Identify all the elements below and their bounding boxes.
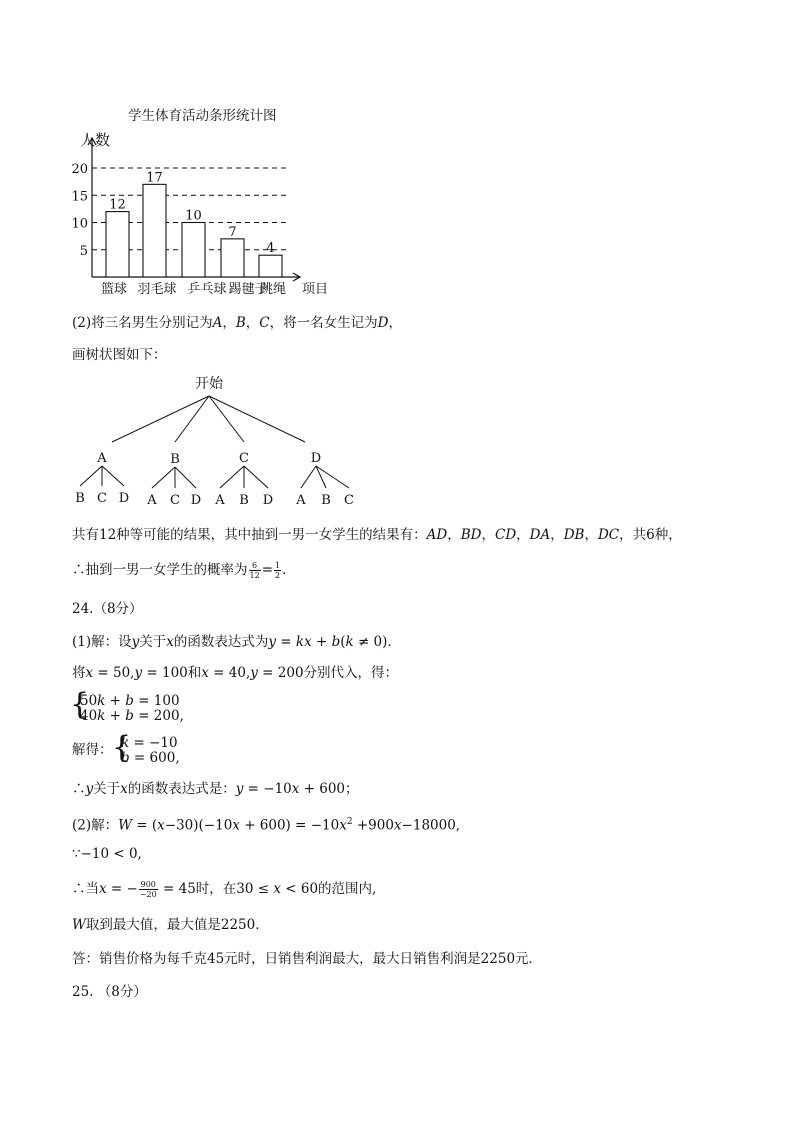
tree-leaf-line-2-2 <box>244 466 268 488</box>
bar-value-label-4: 4 <box>266 241 275 257</box>
category-label-1: 羽毛球 <box>137 282 177 297</box>
category-label-0: 篮球 <box>100 282 128 297</box>
frac-den: 12 <box>249 571 260 580</box>
tree-node-0: A <box>97 451 107 466</box>
bar-value-label-3: 7 <box>228 224 237 240</box>
bar-2 <box>182 223 205 278</box>
tree-leaf-line-1-0 <box>152 467 175 488</box>
y-tick-label-10: 10 <box>71 216 88 232</box>
tree-node-2: C <box>239 451 249 466</box>
q24-line4-prefix: (2)解：𝑊 = (𝑥−30)(−10𝑥 + 600) = −10𝑥 <box>72 817 347 834</box>
category-label-3: 踢毽子 <box>228 282 268 297</box>
bar-4 <box>259 255 282 277</box>
bar-value-label-1: 17 <box>146 170 163 186</box>
tree-leaf-2-0: A <box>215 493 225 508</box>
fraction-1-2 <box>274 561 281 580</box>
chart-title: 学生体育活动条形统计图 <box>128 108 277 124</box>
solution-comma: , <box>175 750 180 766</box>
q24-line4 <box>72 813 460 835</box>
frac-num: 6 <box>249 561 261 571</box>
tree-leaf-1-0: A <box>147 493 157 508</box>
tree-leaf-3-1: B <box>321 493 331 508</box>
x-axis-label: 项目 <box>302 282 329 297</box>
q24-line3: ∴𝑦关于𝑥的函数表达式是：𝑦 = −10𝑥 + 600； <box>72 781 359 797</box>
q23-part2-line2: 画树状图如下： <box>72 347 167 363</box>
system1-comma: , <box>179 708 184 724</box>
frac-den: 2 <box>275 571 281 580</box>
tree-diagram <box>0 370 794 520</box>
q23-part2-line1: (2)将三名男生分别记为𝐴，𝐵，𝐶，将一名女生记为𝐷， <box>72 315 402 331</box>
tree-leaf-0-2: D <box>118 491 130 506</box>
q23-probability-line <box>72 561 286 580</box>
exponent: 2 <box>346 817 353 827</box>
category-label-4: 跳绳 <box>259 282 287 297</box>
y-tick-label-20: 20 <box>71 162 88 177</box>
tree-leaf-3-2: C <box>344 493 354 508</box>
bar-0 <box>106 212 129 277</box>
tree-leaf-line-2-0 <box>220 466 244 488</box>
frac-num: 1 <box>275 561 281 570</box>
q24-line6 <box>72 880 376 899</box>
q24-line6-prefix: ∴当𝑥 = − <box>72 881 138 897</box>
y-tick-label-15: 15 <box>71 189 88 205</box>
q24-line6-suffix: = 45时，在30 ≤ 𝑥 < 60的范围内, <box>158 881 377 897</box>
tree-leaf-3-0: A <box>296 493 306 508</box>
q24-answer: 答：销售价格为每千克45元时，日销售利润最大，最大日销售利润是2250元． <box>72 951 543 967</box>
solution-brace: { <box>112 730 132 765</box>
tree-leaf-1-1: C <box>170 493 180 508</box>
tree-leaf-line-3-0 <box>301 466 316 488</box>
system1-eq2 <box>80 707 184 725</box>
q23-result-line: 共有12种等可能的结果，其中抽到一男一女学生的结果有：𝐴𝐷，𝐵𝐷，𝐶𝐷，𝐷𝐴，𝐷𝐵，𝐷𝐶，共6种， <box>72 527 682 543</box>
fraction-6-12 <box>249 561 261 580</box>
frac-den: −20 <box>139 890 157 899</box>
bar-value-label-0: 12 <box>109 197 126 213</box>
tree-leaf-line-1-2 <box>175 467 196 488</box>
q24-line1: (1)解：设𝑦关于𝑥的函数表达式为𝑦 = 𝑘𝑥 + 𝑏(𝑘 ≠ 0)． <box>72 634 401 650</box>
tree-node-1: B <box>170 452 180 467</box>
bar-value-label-2: 10 <box>185 208 202 224</box>
tree-leaf-line-0-2 <box>102 466 124 486</box>
q24-line7: 𝑊取到最大值，最大值是2250． <box>72 917 269 933</box>
fraction-900-20 <box>139 880 158 899</box>
system1-eq2-text: 40𝑘 + 𝑏 = 200 <box>80 708 180 724</box>
solution-prefix: 解得： <box>72 742 113 758</box>
tree-node-3: D <box>310 451 322 466</box>
tree-leaf-1-2: D <box>190 493 202 508</box>
tree-leaf-line-0-0 <box>80 466 102 486</box>
tree-leaf-2-2: D <box>262 493 274 508</box>
tree-root-label: 开始 <box>195 376 223 392</box>
y-tick-label-5: 5 <box>79 243 88 259</box>
tree-leaf-0-0: B <box>75 491 85 506</box>
q24-line5: ∵−10 < 0, <box>72 846 142 862</box>
bar-1 <box>143 184 166 277</box>
tree-branch-line-0 <box>112 396 209 442</box>
solution-eq2-text: 𝑏 = 600 <box>121 750 176 766</box>
tree-leaf-2-1: B <box>239 493 249 508</box>
solution-eq2 <box>121 749 180 767</box>
tree-leaf-0-1: C <box>97 491 107 506</box>
system1-eq1: 50𝑘 + 𝑏 = 100 <box>80 693 180 709</box>
tree-branch-line-2 <box>209 396 244 442</box>
q24-line4-suffix: +900𝑥−18000, <box>352 817 461 834</box>
q25-header: 25. （8分） <box>72 984 147 1000</box>
y-axis-label: 人数 <box>80 131 111 149</box>
q24-line2: 将𝑥 = 50,𝑦 = 100和𝑥 = 40,𝑦 = 200分别代入，得： <box>72 665 399 681</box>
prob-suffix: . <box>282 562 287 578</box>
prob-prefix: ∴抽到一男一女学生的概率为 <box>72 562 248 578</box>
bar-3 <box>221 239 244 277</box>
q24-header: 24.（8分） <box>72 601 143 617</box>
bar-chart <box>0 0 794 320</box>
solution-eq1: 𝑘 = −10 <box>121 735 178 751</box>
system-brace: { <box>70 687 90 722</box>
tree-branch-line-1 <box>175 396 209 442</box>
frac-num: 900 <box>140 880 156 889</box>
equals-sign: = <box>261 562 273 578</box>
tree-branch-line-3 <box>209 396 305 442</box>
category-label-2: 乒乓球 <box>187 282 227 297</box>
